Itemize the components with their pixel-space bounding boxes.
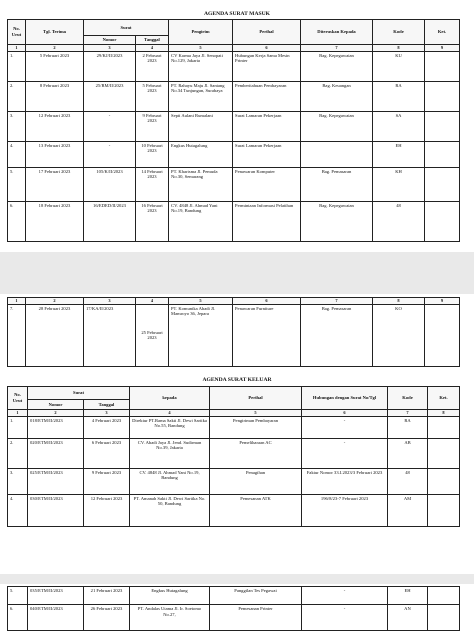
cell-diteruskan: Bag. Keuangan — [301, 81, 373, 111]
cell-perihal: Surat Lamaran Pekerjaan — [233, 111, 301, 141]
cell-perihal: Pemeliharaan AC — [210, 438, 302, 468]
col-number: 6 — [302, 410, 388, 417]
cell-no: 5. — [8, 587, 28, 605]
cell-kode: EH — [388, 587, 428, 605]
header-nomor: Nomor — [28, 400, 84, 410]
cell-tanggal: 14 Februari 2023 — [136, 167, 169, 201]
cell-perihal: Panggilan Tes Pegawai — [210, 587, 302, 605]
cell-ket — [428, 438, 460, 468]
cell-no: 2. — [8, 81, 26, 111]
cell-tanggal: 9 Februari 2023 — [84, 468, 130, 494]
header-ket: Ket. — [425, 20, 460, 45]
table-row — [8, 141, 460, 167]
cell-tgl: 8 Februari 2023 — [26, 81, 84, 111]
cell-perihal: Surat Lamaran Pekerjaan — [233, 141, 301, 167]
cell-pengirim: PT. Rahayu Maju Jl. Santang No.34 Tunjungan, Surabaya — [169, 81, 233, 111]
table-row — [8, 494, 460, 526]
cell-pengirim: Septi Aulani Rumalani — [169, 111, 233, 141]
cell-kode: 48 — [373, 201, 425, 241]
cell-kode: SA — [373, 111, 425, 141]
table-row — [8, 167, 460, 201]
surat-keluar-table — [7, 386, 460, 527]
cell-tgl: 13 Februari 2023 — [26, 141, 84, 167]
header-nomor: Nomor — [84, 36, 136, 45]
header-tanggal: Tanggal — [84, 400, 130, 410]
cell-diteruskan: Bag. Kepegawaian — [301, 201, 373, 241]
header-tanggal: Tanggal — [136, 36, 169, 45]
cell-nomor: - — [84, 111, 136, 141]
surat-keluar-table-continued — [7, 586, 460, 631]
cell-ket — [428, 468, 460, 494]
cell-pengirim: CV. 4848 Jl. Ahmad Yani No.19, Bandung — [169, 201, 233, 241]
header-pengirim: Pengirim — [169, 20, 233, 45]
cell-nomor: 105/K/II/2023 — [84, 167, 136, 201]
cell-perihal: Pemberitahuan Pembayaran — [233, 81, 301, 111]
cell-kepada: PT. Amanah Sakti Jl. Dewi Sartika No. 50, Bandung — [130, 494, 210, 526]
cell-pengirim: CV Karma Jaya Jl. Senopati No.129, Jakarta — [169, 51, 233, 81]
cell-tanggal: 26 Februari 2023 — [84, 605, 130, 631]
cell-kepada: CV. Abadi Jaya Jl. Jend. Sudirman No.39, Jakarta — [130, 438, 210, 468]
cell-kode: 48 — [388, 468, 428, 494]
col-number: 9 — [425, 45, 460, 52]
cell-ket — [428, 605, 460, 631]
cell-perihal: Penagihan — [210, 468, 302, 494]
header-perihal: Perihal — [233, 20, 301, 45]
cell-perihal: Penawaran Furniture — [233, 304, 301, 366]
cell-ket — [425, 81, 460, 111]
cell-ket — [428, 494, 460, 526]
cell-perihal: Permintaan Informasi Pelatihan — [233, 201, 301, 241]
cell-nomor: 25/RM/II/2023 — [84, 81, 136, 111]
col-number: 1 — [8, 410, 28, 417]
col-number: 4 — [136, 298, 169, 305]
header-ket: Ket. — [428, 387, 460, 410]
cell-kode: KO — [373, 304, 425, 366]
cell-pengirim: Engkus Hutagalung — [169, 141, 233, 167]
cell-no: 6. — [8, 605, 28, 631]
cell-ket — [428, 416, 460, 438]
cell-hubungan: - — [302, 587, 388, 605]
cell-ket — [425, 167, 460, 201]
cell-kepada: CV. 4848 Jl. Ahmad Yani No.19, Bandung — [130, 468, 210, 494]
header-tgl-terima: Tgl. Terima — [26, 20, 84, 45]
cell-tanggal: 16 Februari 2023 — [136, 201, 169, 241]
cell-kepada: PT. Andalas Utama Jl. Ir. Soetomo No.27, — [130, 605, 210, 631]
col-number: 6 — [233, 298, 301, 305]
table-row — [8, 304, 460, 366]
cell-no: 3. — [8, 111, 26, 141]
cell-ket — [425, 51, 460, 81]
col-number: 7 — [388, 410, 428, 417]
cell-no: 7. — [8, 304, 26, 366]
cell-kode: RA — [388, 416, 428, 438]
cell-tanggal: 21 Februari 2023 — [84, 587, 130, 605]
col-number: 5 — [210, 410, 302, 417]
cell-nomor: 17/KA/II/2023 — [84, 304, 136, 366]
col-number: 4 — [130, 410, 210, 417]
cell-kode: AN — [388, 605, 428, 631]
cell-ket — [425, 201, 460, 241]
col-number: 3 — [84, 298, 136, 305]
cell-hubungan: 196/8/23-7 Februari 2023 — [302, 494, 388, 526]
cell-no: 5. — [8, 167, 26, 201]
header-kepada: kepada — [130, 387, 210, 410]
col-number: 6 — [233, 45, 301, 52]
cell-kode: EH — [373, 141, 425, 167]
page-gap — [0, 574, 474, 584]
col-number: 2 — [26, 45, 84, 52]
cell-pengirim: PT. Kharisma Jl. Pemuda No.30, Semarang — [169, 167, 233, 201]
col-number: 3 — [84, 45, 136, 52]
cell-ket — [428, 587, 460, 605]
cell-no: 1. — [8, 416, 28, 438]
col-number: 8 — [373, 45, 425, 52]
col-number: 1 — [8, 298, 26, 305]
cell-no: 4. — [8, 494, 28, 526]
col-number: 1 — [8, 45, 26, 52]
cell-hubungan: Faktur Nomor 33.I.2023/3 Februari 2023 — [302, 468, 388, 494]
cell-nomor: - — [84, 141, 136, 167]
cell-no: 4. — [8, 141, 26, 167]
col-number: 4 — [136, 45, 169, 52]
col-number: 7 — [301, 45, 373, 52]
surat-masuk-table-continued — [7, 297, 460, 367]
col-number: 2 — [26, 298, 84, 305]
table-row — [8, 51, 460, 81]
col-number: 5 — [169, 298, 233, 305]
table-row — [8, 81, 460, 111]
table-row — [8, 416, 460, 438]
cell-tgl: 17 Februari 2023 — [26, 167, 84, 201]
col-number: 7 — [301, 298, 373, 305]
cell-no: 6. — [8, 201, 26, 241]
cell-perihal: Penawaran Komputer — [233, 167, 301, 201]
table-row — [8, 468, 460, 494]
col-number: 5 — [169, 45, 233, 52]
agenda-surat-masuk-title: AGENDA SURAT MASUK — [204, 11, 270, 17]
col-number: 8 — [373, 298, 425, 305]
cell-pengirim: PT. Komunika Abadi Jl. Mamroyo 36, Jepara — [169, 304, 233, 366]
surat-masuk-table — [7, 19, 460, 242]
cell-diteruskan — [301, 141, 373, 167]
cell-tgl: 18 Februari 2023 — [26, 201, 84, 241]
table-row — [8, 587, 460, 605]
cell-tanggal: 6 Februari 2023 — [84, 438, 130, 468]
table-row — [8, 201, 460, 241]
cell-tanggal: 12 Februari 2023 — [84, 494, 130, 526]
cell-perihal: Pengiriman Pembayaran — [210, 416, 302, 438]
col-number: 8 — [428, 410, 460, 417]
cell-nomor: 040/ETM/II/2023 — [28, 605, 84, 631]
cell-kode: KH — [373, 167, 425, 201]
table-row — [8, 605, 460, 631]
cell-kode: RA — [373, 81, 425, 111]
cell-hubungan: - — [302, 605, 388, 631]
header-no: No. Urut — [8, 20, 26, 45]
cell-ket — [425, 111, 460, 141]
cell-tanggal: 5 Februari 2023 — [136, 81, 169, 111]
cell-tanggal: 10 Februari 2023 — [136, 141, 169, 167]
cell-ket — [425, 141, 460, 167]
col-number: 9 — [425, 298, 460, 305]
cell-tanggal: 25 Februari 2023 — [136, 304, 169, 366]
cell-nomor: 030/ETM/II/2023 — [28, 494, 84, 526]
cell-kode: AM — [388, 494, 428, 526]
table-row — [8, 111, 460, 141]
header-hubungan: Hubungan dengan Surat No/Tgl — [302, 387, 388, 410]
cell-nomor: 16/EDED/II/2023 — [84, 201, 136, 241]
cell-ket — [425, 304, 460, 366]
table-row — [8, 438, 460, 468]
cell-tanggal: 4 Februari 2023 — [84, 416, 130, 438]
cell-hubungan: - — [302, 438, 388, 468]
cell-tgl: 12 Februari 2023 — [26, 111, 84, 141]
col-number: 2 — [28, 410, 84, 417]
cell-nomor: 020/ETM/II/2023 — [28, 438, 84, 468]
cell-nomor: 035/ETM/II/2023 — [28, 587, 84, 605]
cell-diteruskan: Bag. Kepegawaian — [301, 111, 373, 141]
cell-nomor: 018/ETM/II/2023 — [28, 416, 84, 438]
cell-no: 2. — [8, 438, 28, 468]
header-kode: Kode — [388, 387, 428, 410]
cell-kode: KU — [373, 51, 425, 81]
header-surat: Surat — [84, 20, 169, 36]
cell-nomor: 29/KJ/II/2023 — [84, 51, 136, 81]
header-perihal: Perihal — [210, 387, 302, 410]
cell-kepada: Direktur PT.Rama Sakti Jl. Dewi Sartika No.55, Bandung — [130, 416, 210, 438]
header-no: No. Urut — [8, 387, 28, 410]
cell-perihal: Pemesanan Printer — [210, 605, 302, 631]
cell-tgl: 28 Februari 2023 — [26, 304, 84, 366]
header-diteruskan: Diteruskan Kepada — [301, 20, 373, 45]
cell-no: 1. — [8, 51, 26, 81]
cell-tgl: 5 Februari 2023 — [26, 51, 84, 81]
agenda-surat-keluar-title: AGENDA SURAT KELUAR — [202, 377, 272, 383]
cell-nomor: 025/ETM/II/2023 — [28, 468, 84, 494]
cell-kode: AB — [388, 438, 428, 468]
cell-diteruskan: Bag. Pemasaran — [301, 304, 373, 366]
cell-diteruskan: Bag. Pemasaran — [301, 167, 373, 201]
cell-hubungan: - — [302, 416, 388, 438]
cell-perihal: Pemesanan ATK — [210, 494, 302, 526]
page-gap — [0, 252, 474, 294]
header-kode: Kode — [373, 20, 425, 45]
cell-kepada: Engkus Hutagalung — [130, 587, 210, 605]
header-surat: Surat — [28, 387, 130, 400]
cell-perihal: Hubungan Kerja Sama Mesin Printer — [233, 51, 301, 81]
cell-tanggal: 2 Februari 2023 — [136, 51, 169, 81]
cell-tanggal: 9 Februari 2023 — [136, 111, 169, 141]
cell-no: 3. — [8, 468, 28, 494]
cell-diteruskan: Bag. Kepegawaian — [301, 51, 373, 81]
col-number: 3 — [84, 410, 130, 417]
